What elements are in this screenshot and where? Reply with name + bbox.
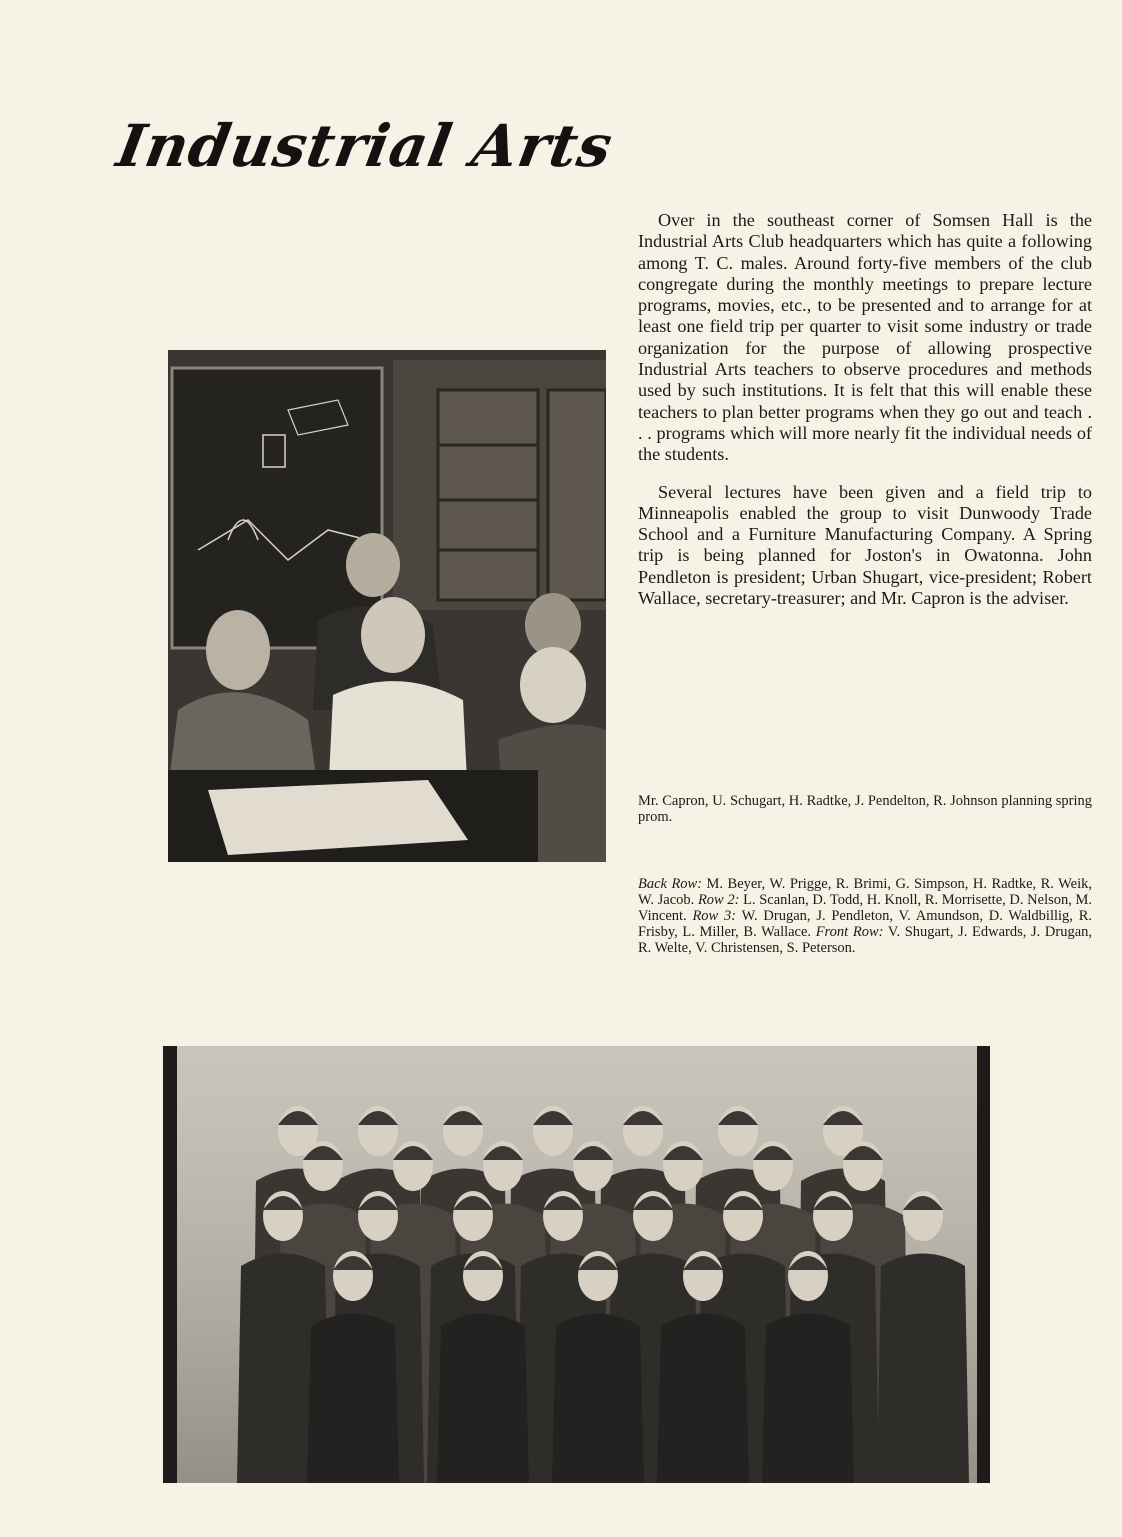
person-silhouette (437, 1314, 529, 1484)
person-silhouette (307, 1314, 399, 1484)
article-body (638, 210, 1092, 625)
caption-row-label: Row 2: (697, 892, 740, 908)
caption-row-names: M. Beyer, W. Prigge, R. Brimi, G. Simpson, H. Radtke, R. Weik, W. Jacob. (638, 876, 1092, 908)
caption-row-label: Front Row: (815, 924, 884, 940)
club-meeting-photo (168, 350, 606, 862)
person-silhouette (657, 1314, 749, 1484)
person-silhouette (762, 1314, 854, 1484)
person-silhouette (552, 1314, 644, 1484)
caption-row-label: Back Row: (638, 876, 703, 892)
caption-row-names: L. Scanlan, D. Todd, H. Knoll, R. Morrisette, D. Nelson, M. Vincent. (638, 892, 1093, 924)
club-group-photo (163, 1046, 990, 1483)
page-title: Industrial Arts (112, 112, 618, 180)
person-silhouette (877, 1254, 969, 1484)
article-paragraph: Over in the southeast corner of Somsen Hall is the Industrial Arts Club headquarters which has quite a following among T. C. males. Around forty-five members of the club congregate during the monthly meetings to prepare lecture programs, movies, etc., to be presented and to arrange for at least one field trip per quarter to visit some industry or trade organization for the purpose of allowing prospective Industrial Arts teachers to observe procedures and methods used by such institutions. It is felt that this will enable these teachers to plan better programs when they go out and teach . . . programs which will more nearly fit the individual needs of the students. (638, 210, 1092, 465)
article-paragraph: Several lectures have been given and a field trip to Minneapolis enabled the group to visit Dunwoody Trade School and a Furniture Manufacturing Company. A Spring trip is being planned for Joston's in Owatonna. John Pendleton is president; Urban Shugart, vice-president; Robert Wallace, secretary-treasurer; and Mr. Capron is the adviser. (638, 481, 1092, 609)
group-photo-caption (638, 876, 1092, 956)
caption-row-label: Row 3: (692, 908, 737, 924)
meeting-photo-caption: Mr. Capron, U. Schugart, H. Radtke, J. Pendelton, R. Johnson planning spring prom. (638, 793, 1092, 825)
caption-row-names: V. Shugart, J. Edwards, J. Drugan, R. Welte, V. Christensen, S. Peterson. (638, 924, 1093, 956)
caption-row-names: W. Drugan, J. Pendleton, V. Amundson, D. Waldbillig, R. Frisby, L. Miller, B. Wallace. (638, 908, 1092, 940)
